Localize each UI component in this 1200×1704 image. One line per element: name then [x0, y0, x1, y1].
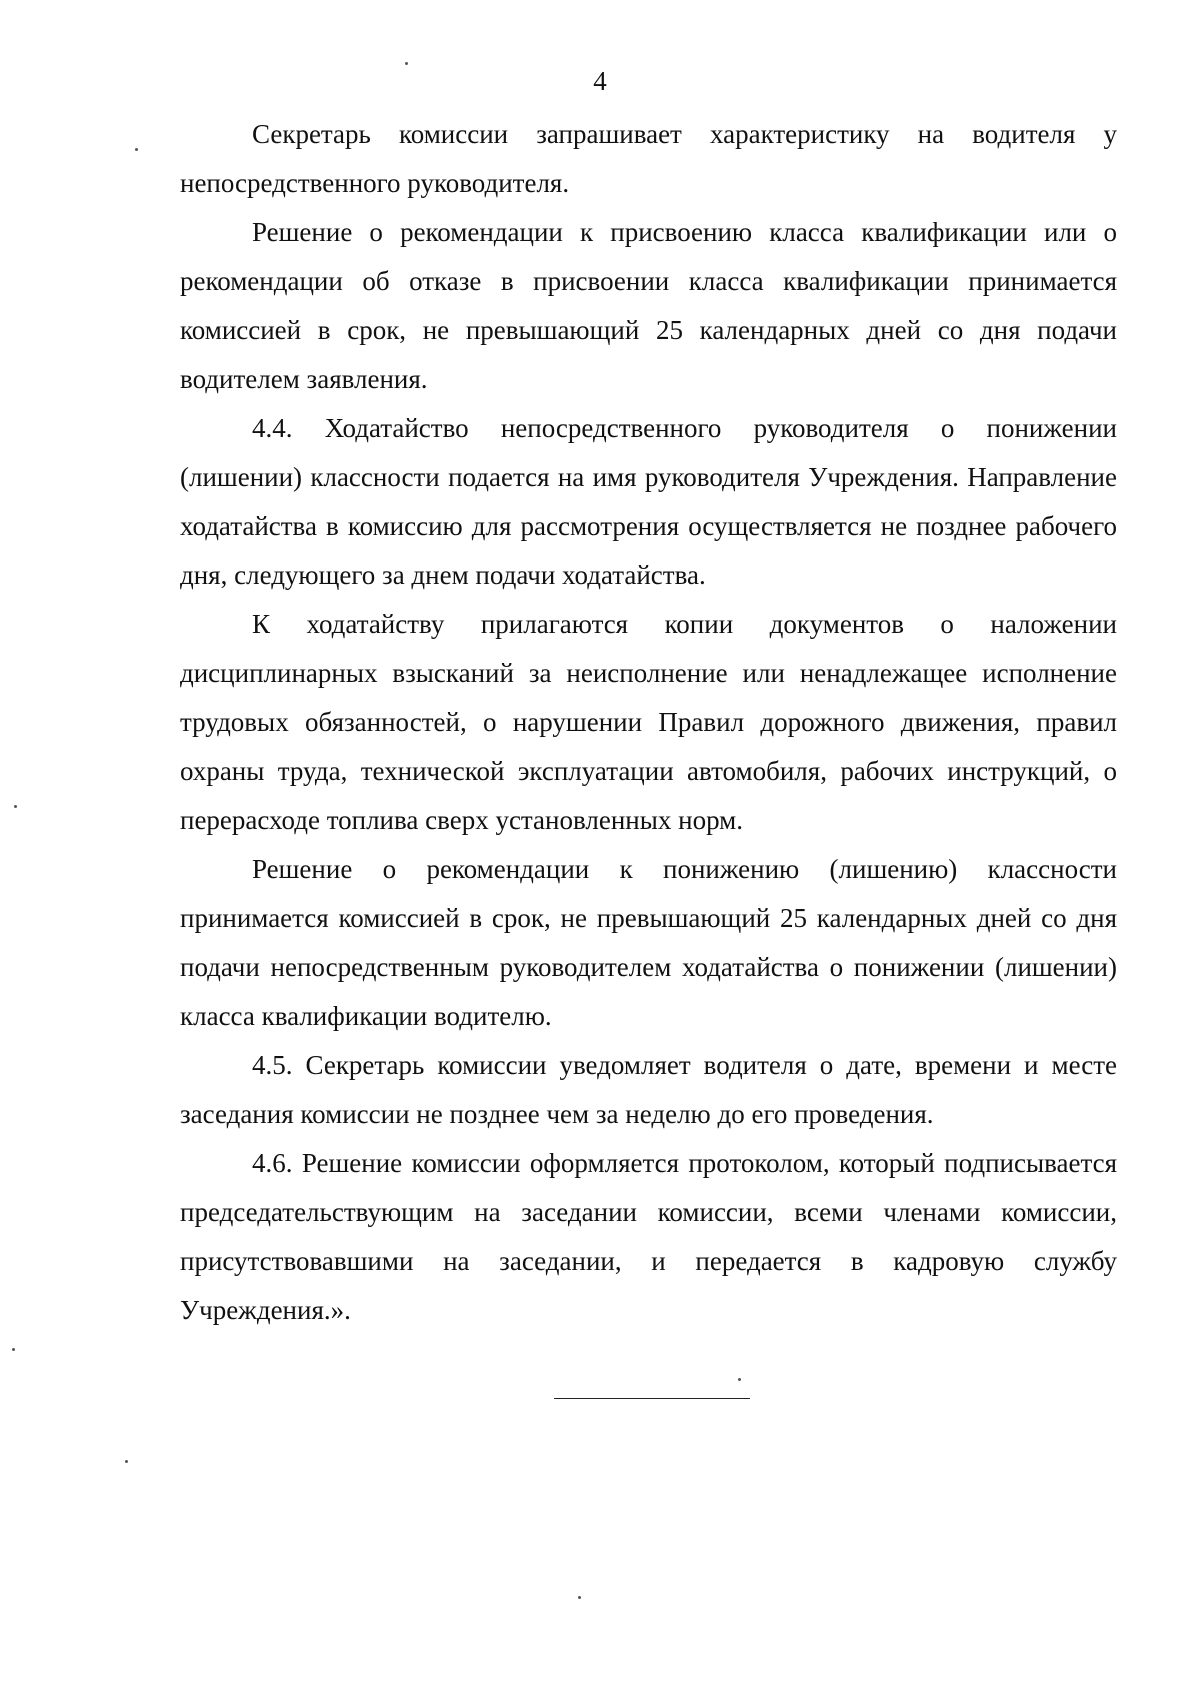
- paragraph: 4.4. Ходатайство непосредственного руководителя о понижении (лишении) классности подается на имя руководителя Учреждения. Направление ходатайства в комиссию для рассмотрения осуществляется не позднее рабочего дня, следующего за днем подачи ходатайства.: [180, 413, 1117, 590]
- paragraph: К ходатайству прилагаются копии документов о наложении дисциплинарных взысканий за неисполнение или ненадлежащее исполнение трудовых обязанностей, о нарушении Правил дорожного движения, правил охраны труда, технической эксплуатации автомобиля, рабочих инструкций, о перерасходе топлива сверх установленных норм.: [180, 609, 1117, 835]
- end-separator-line: [554, 1398, 750, 1399]
- scan-speck: [12, 1348, 15, 1351]
- scan-speck: [135, 148, 138, 151]
- scan-speck: [14, 805, 17, 808]
- paragraph: 4.5. Секретарь комиссии уведомляет водителя о дате, времени и месте заседания комиссии не позднее чем за неделю до его проведения.: [180, 1050, 1117, 1129]
- scan-speck: [578, 1596, 581, 1599]
- paragraph: Решение о рекомендации к понижению (лишению) классности принимается комиссией в срок, не превышающий 25 календарных дней со дня подачи непосредственным руководителем ходатайства о понижении (лишении) класса квалификации водителю.: [180, 854, 1117, 1031]
- scan-speck: [125, 1460, 128, 1463]
- document-body: [180, 110, 1117, 1335]
- scan-speck: [405, 62, 408, 65]
- paragraph: Секретарь комиссии запрашивает характеристику на водителя у непосредственного руководителя.: [180, 119, 1117, 198]
- paragraph: Решение о рекомендации к присвоению класса квалификации или о рекомендации об отказе в присвоении класса квалификации принимается комиссией в срок, не превышающий 25 календарных дней со дня подачи водителем заявления.: [180, 217, 1117, 394]
- paragraph: 4.6. Решение комиссии оформляется протоколом, который подписывается председательствующим на заседании комиссии, всеми членами комиссии, присутствовавшими на заседании, и передается в кадровую службу Учреждения.».: [180, 1148, 1117, 1325]
- page-number: 4: [593, 66, 607, 96]
- scan-speck: [738, 1378, 741, 1381]
